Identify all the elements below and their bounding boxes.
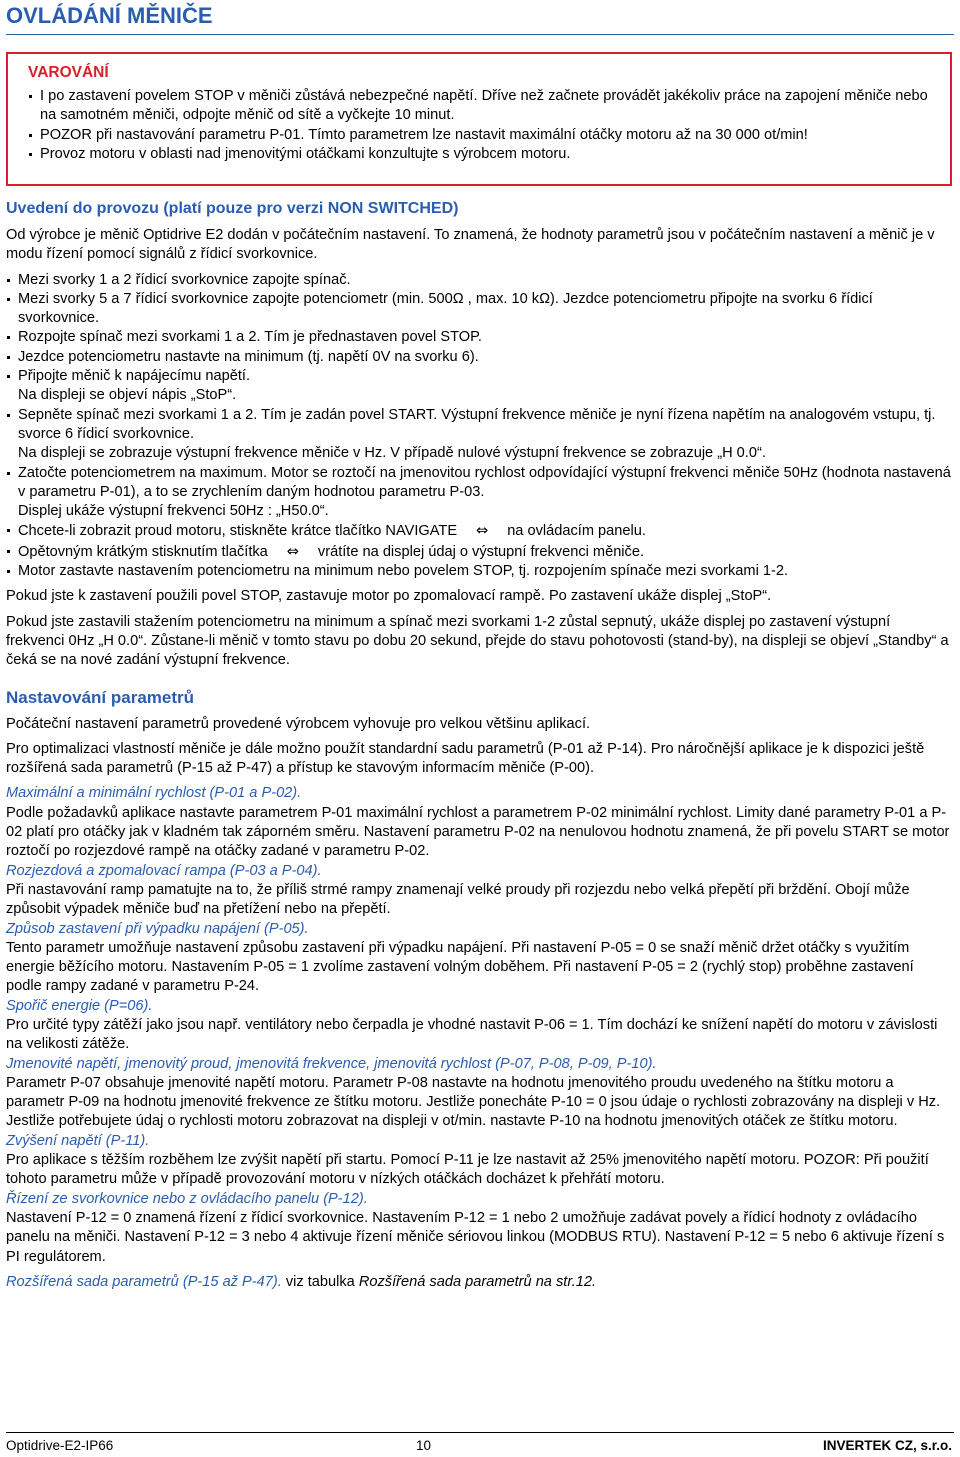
section-title: Rozšířená sada parametrů (P-15 až P-47).	[6, 1273, 282, 1290]
section-text: Tento parametr umožňuje nastavení způsobu zastavení při výpadku napájení. Při nastavení P-05 = 0 se snaží měnič držet otáčky s využitím energie běžícího motoru. Nastavením P-05 = 1 zvolíme zastavení volným doběhem. Při nastavení P-05 = 2 (rychlý stop) proběhne zastavení podle rampy zadané v parametru P-24.	[6, 939, 914, 995]
step-note: Na displeji se zobrazuje výstupní frekvence měniče v Hz. V případě nulové výstupní frekvence se zobrazuje „H 0.0“.	[18, 445, 766, 462]
section-title: Zvýšení napětí (P-11).	[6, 1132, 150, 1149]
section-text: Podle požadavků aplikace nastavte parametrem P-01 maximální rychlost a parametrem P-02 minimální rychlost. Limity dané parametry P-01 a P-02 platí pro otáčky jak v kladném tak záporném směru. Nastavení parametru P-02 na nenulovou hodnotu znamená, že při povelu START se motor roztočí po rozjezdové rampě na otáčky zadané v parametru P-02.	[6, 804, 950, 860]
extended-params-ref: Rozšířená sada parametrů na str.12.	[358, 1273, 596, 1290]
warning-box	[6, 52, 952, 186]
warning-list	[28, 87, 940, 164]
step-note: Na displeji se objeví nápis „StoP“.	[18, 387, 237, 404]
footer-company: INVERTEK CZ, s.r.o.	[822, 1438, 952, 1453]
page-title: OVLÁDÁNÍ MĚNIČE	[6, 3, 213, 28]
warning-item: POZOR při nastavování parametru P-01. Tímto parametrem lze nastavit maximální otáčky motoru až na 30 000 ot/min!	[28, 126, 940, 145]
params-intro: Počáteční nastavení parametrů provedené výrobcem vyhovuje pro velkou většinu aplikací.	[6, 715, 591, 732]
paragraph-standby: Pokud jste zastavili stažením potenciometru na minimum a spínač mezi svorkami 1-2 zůstal sepnutý, ukáže displej po zastavení výstupní frekvenci 0Hz „H 0.0“. Zůstane-li měnič v tomto stavu po dobu 20 sekund, přejde do stavu pohotovosti (stand-by), na displeji se objeví „Standby“ a čeká se na nové zadání výstupní frekvence.	[6, 613, 949, 669]
startup-steps	[6, 271, 952, 582]
startup-heading: Uvedení do provozu (platí pouze pro verzi NON SWITCHED)	[6, 200, 459, 217]
extended-params-text: viz tabulka	[281, 1273, 359, 1290]
step-item	[6, 542, 952, 562]
step-text: vrátíte na displej údaj o výstupní frekvenci měniče.	[317, 543, 645, 560]
section-title: Rozjezdová a zpomalovací rampa (P-03 a P-04).	[6, 862, 322, 879]
step-item: Zatočte potenciometrem na maximum. Motor se roztočí na jmenovitou rychlost odpovídající výstupní frekvenci měniče 50Hz (hodnota nastavená v parametru P-01), a to se zrychlením daným hodnotou parametru P-03.	[6, 464, 952, 503]
section-text: Nastavení P-12 = 0 znamená řízení z řídicí svorkovnice. Nastavením P-12 = 1 nebo 2 umožňuje zadávat povely a řídicí hodnoty z ovládacího panelu na měniči. Nastavení P-12 = 3 nebo 4 aktivuje řízení měniče sériovou linkou (MODBUS RTU). Nastavení P-12 = 5 nebo 6 aktivuje řízení s PI regulátorem.	[6, 1209, 945, 1265]
title-divider	[6, 34, 954, 35]
section-text: Pro aplikace s těžším rozběhem lze zvýšit napětí při startu. Pomocí P-11 je lze nastavit až 25% jmenovitého napětí motoru. POZOR: Při použití tohoto parametru může v případě provozování motoru v nízkých otáčkách docházet k přehřátí motoru.	[6, 1152, 929, 1188]
section-text: Při nastavování ramp pamatujte na to, že příliš strmé rampy znamenají velké proudy při rozjezdu nebo velká přepětí při brždění. Obojí může způsobit výpadek měniče buď na přetížení nebo na přepětí.	[6, 881, 910, 918]
params-intro: Pro optimalizaci vlastností měniče je dále možno použít standardní sadu parametrů (P-01 až P-14). Pro náročnější aplikace je k dispozici ještě rozšířená sada parametrů (P-15 až P-47) a přístup ke stavovým informacím měniče (P-00).	[6, 740, 925, 777]
step-item	[6, 521, 952, 541]
warning-item: Provoz motoru v oblasti nad jmenovitými otáčkami konzultujte s výrobcem motoru.	[28, 145, 940, 164]
paragraph-stop: Pokud jste k zastavení použili povel STOP, zastavuje motor po zpomalovací rampě. Po zastavení ukáže displej „StoP“.	[6, 588, 772, 605]
step-note: Displej ukáže výstupní frekvenci 50Hz : „H50.0“.	[18, 503, 329, 520]
footer-doc-name: Optidrive-E2-IP66	[6, 1438, 114, 1453]
section-text: Pro určité typy zátěží jako jsou např. ventilátory nebo čerpadla je vhodné nastavit P-06 = 1. Tím dochází ke snížení napětí do motoru v závislosti na velikosti zátěže.	[6, 1016, 938, 1053]
double-arrow-icon: ⇔	[476, 522, 489, 540]
section-title: Jmenovité napětí, jmenovitý proud, jmenovitá frekvence, jmenovitá rychlost (P-07, P-08, P-09, P-10).	[6, 1055, 657, 1072]
double-arrow-icon: ⇔	[286, 542, 299, 560]
step-text: Chcete-li zobrazit proud motoru, stiskněte krátce tlačítko NAVIGATE	[18, 523, 458, 540]
startup-intro: Od výrobce je měnič Optidrive E2 dodán v počátečním nastavení. To znamená, že hodnoty parametrů jsou v počátečním nastavení a měnič je v modu řízení pomocí signálů z řídicí svorkovnice.	[6, 227, 935, 263]
step-item: Rozpojte spínač mezi svorkami 1 a 2. Tím je přednastaven povel STOP.	[6, 328, 952, 347]
warning-item: I po zastavení povelem STOP v měniči zůstává nebezpečné napětí. Dříve než začnete provádět jakékoliv práce na zapojení měniče nebo na samotném měniči, odpojte měnič od sítě a vyčkejte 10 minut.	[28, 87, 940, 126]
step-item: Mezi svorky 5 a 7 řídicí svorkovnice zapojte potenciometr (min. 500Ω , max. 10 kΩ). Jezdce potenciometru připojte na svorku 6 řídicí svorkovnice.	[6, 290, 952, 329]
step-item: Mezi svorky 1 a 2 řídicí svorkovnice zapojte spínač.	[6, 271, 952, 290]
footer-divider	[6, 1432, 954, 1433]
step-text: Opětovným krátkým stisknutím tlačítka	[18, 543, 268, 560]
section-text: Parametr P-07 obsahuje jmenovité napětí motoru. Parametr P-08 nastavte na hodnotu jmenovitého proudu uvedeného na štítku motoru a parametr P-09 na hodnotu jmenovité frekvence ze štítku motoru. Jestliže ponecháte P-10 = 0 jsou údaje o rychlosti zobrazovány na displeji v Hz. Jestliže potřebujete údaj o rychlosti motoru zobrazovat na displeji v ot/min. nastavte P-10 na hodnotu jmenovitých otáček ze štítku motoru.	[6, 1074, 941, 1130]
section-title: Řízení ze svorkovnice nebo z ovládacího panelu (P-12).	[6, 1190, 368, 1207]
warning-heading: VAROVÁNÍ	[28, 64, 109, 81]
extended-params-line	[6, 1273, 952, 1292]
section-title: Spořič energie (P=06).	[6, 997, 153, 1014]
step-item: Jezdce potenciometru nastavte na minimum (tj. napětí 0V na svorku 6).	[6, 348, 952, 367]
footer-page-number: 10	[416, 1438, 432, 1453]
main-content	[6, 198, 952, 1298]
section-title: Maximální a minimální rychlost (P-01 a P-02).	[6, 785, 302, 802]
step-item: Motor zastavte nastavením potenciometru na minimum nebo povelem STOP, tj. rozpojením spínače mezi svorkami 1-2.	[6, 562, 952, 581]
step-text: na ovládacím panelu.	[507, 523, 646, 540]
params-heading: Nastavování parametrů	[6, 687, 195, 707]
section-title: Způsob zastavení při výpadku napájení (P-05).	[6, 920, 309, 937]
step-item: Sepněte spínač mezi svorkami 1 a 2. Tím je zadán povel START. Výstupní frekvence měniče je nyní řízena napětím na analogovém vstupu, tj. svorce 6 řídicí svorkovnice.	[6, 406, 952, 445]
step-item: Připojte měnič k napájecímu napětí.	[6, 367, 952, 386]
